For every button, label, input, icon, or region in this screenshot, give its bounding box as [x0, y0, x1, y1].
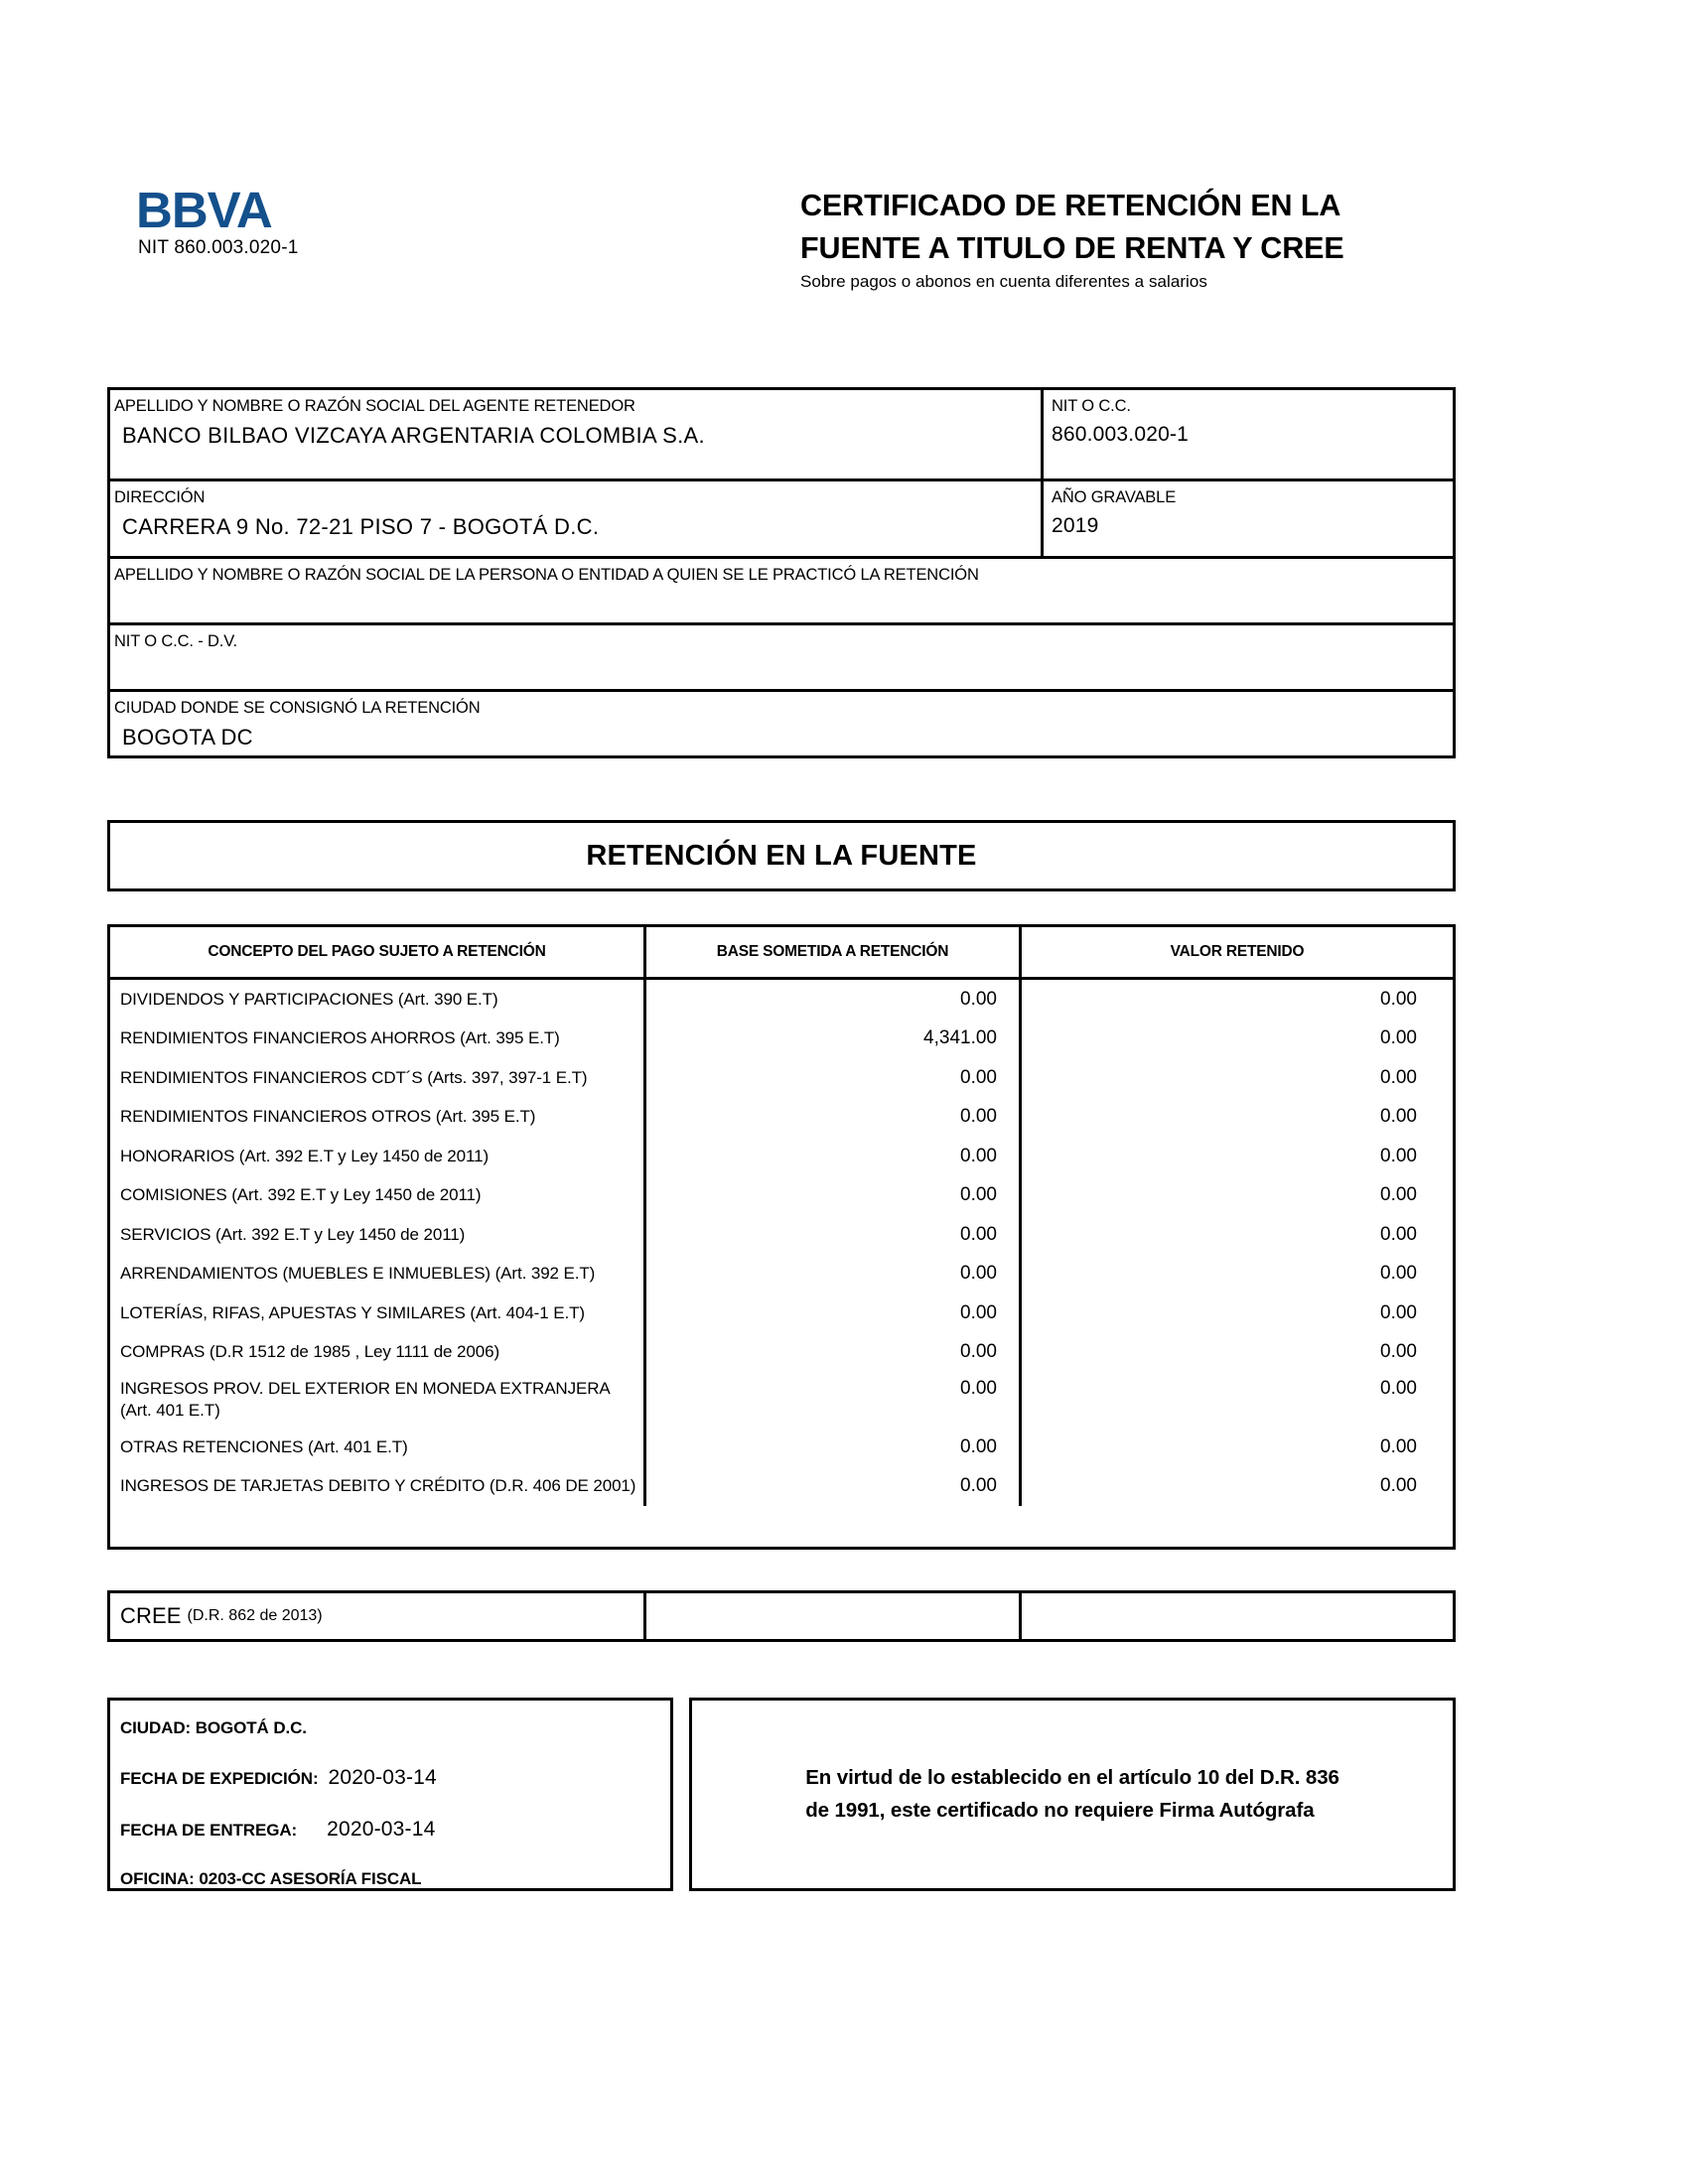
retention-table [107, 924, 1456, 1550]
footer-disclaimer-box [689, 1698, 1456, 1891]
cell-concept [110, 1176, 646, 1216]
info-cell-nit-dv [110, 625, 1453, 689]
city-label: CIUDAD DONDE SE CONSIGNÓ LA RETENCIÓN [114, 699, 481, 717]
section-banner-title: RETENCIÓN EN LA FUENTE [586, 839, 977, 872]
cell-concept [110, 980, 646, 1020]
cell-retained-amount: 0.00 [1380, 988, 1417, 1010]
cell-concept [110, 1215, 646, 1255]
agent-name-label: APELLIDO Y NOMBRE O RAZÓN SOCIAL DEL AGENTE RETENEDOR [114, 397, 635, 415]
table-body [110, 980, 1453, 1506]
footer-disclaimer-text [775, 1762, 1369, 1828]
document-header [0, 0, 1688, 328]
page-title-line-2: FUENTE A TITULO DE RENTA Y CREE [800, 231, 1344, 266]
concept-text: COMISIONES (Art. 392 E.T y Ley 1450 de 2011) [120, 1185, 482, 1205]
person-name-label: APELLIDO Y NOMBRE O RAZÓN SOCIAL DE LA PERSONA O ENTIDAD A QUIEN SE LE PRACTICÓ LA RETENCIÓN [114, 566, 979, 584]
table-row [110, 980, 1453, 1020]
disclaimer-line-2: de 1991, este certificado no requiere Firma Autógrafa [805, 1798, 1315, 1822]
concept-text: INGRESOS PROV. DEL EXTERIOR EN MONEDA EXTRANJERA (Art. 401 E.T) [120, 1378, 610, 1420]
cell-concept [110, 1255, 646, 1295]
cell-retained-amount: 0.00 [1380, 1435, 1417, 1457]
year-value: 2019 [1052, 513, 1099, 537]
info-cell-person [110, 559, 1453, 622]
concept-text: RENDIMIENTOS FINANCIEROS AHORROS (Art. 395 E.T) [120, 1028, 560, 1048]
footer-office-label: OFICINA: 0203-CC ASESORÍA FISCAL [120, 1869, 422, 1888]
table-row [110, 1333, 1453, 1373]
cell-retained-amount: 0.00 [1380, 1263, 1417, 1285]
info-row-nit-dv [110, 625, 1453, 692]
cree-reference: (D.R. 862 de 2013) [187, 1607, 323, 1624]
cell-retained-amount: 0.00 [1380, 1475, 1417, 1497]
table-row [110, 1176, 1453, 1216]
cell-base-amount: 0.00 [646, 1255, 1022, 1295]
cell-base-amount: 0.00 [646, 1294, 1022, 1333]
cell-retained-amount: 0.00 [1380, 1301, 1417, 1323]
cell-concept [110, 1333, 646, 1373]
cell-base-amount: 0.00 [646, 1137, 1022, 1176]
cree-label: CREE [120, 1603, 182, 1628]
concept-text: ARRENDAMIENTOS (MUEBLES E INMUEBLES) (Art. 392 E.T) [120, 1264, 596, 1284]
info-cell-address [110, 481, 1044, 556]
nit-value: 860.003.020-1 [1052, 422, 1190, 446]
cell-retained-amount: 0.00 [1380, 1145, 1417, 1166]
concept-text: DIVIDENDOS Y PARTICIPACIONES (Art. 390 E.T) [120, 989, 498, 1009]
table-row [110, 1137, 1453, 1176]
info-cell-nit [1044, 390, 1453, 478]
cell-retained-amount: 0.00 [1380, 1378, 1417, 1399]
cree-value-cell [1022, 1593, 1453, 1639]
cell-concept [110, 1137, 646, 1176]
cell-base-amount: 0.00 [646, 1176, 1022, 1216]
concept-text: RENDIMIENTOS FINANCIEROS OTROS (Art. 395 E.T) [120, 1107, 536, 1127]
footer-delivery-row [120, 1818, 670, 1842]
table-row [110, 1294, 1453, 1333]
cell-base-amount: 0.00 [646, 1467, 1022, 1507]
footer-issue-value: 2020-03-14 [328, 1766, 437, 1789]
info-cell-year [1044, 481, 1453, 556]
table-row [110, 1467, 1453, 1507]
cell-retained-amount: 0.00 [1380, 1223, 1417, 1245]
section-banner-retencion [107, 820, 1456, 891]
cree-concept-cell [110, 1593, 646, 1639]
cell-retained-amount: 0.00 [1380, 1184, 1417, 1206]
city-value: BOGOTA DC [122, 724, 253, 750]
cell-concept [110, 1372, 646, 1428]
cell-base-amount: 4,341.00 [646, 1020, 1022, 1059]
info-cell-agent-name [110, 390, 1044, 478]
column-header-concept: CONCEPTO DEL PAGO SUJETO A RETENCIÓN [110, 927, 646, 977]
concept-text: OTRAS RETENCIONES (Art. 401 E.T) [120, 1436, 408, 1456]
cell-concept [110, 1098, 646, 1138]
info-row-address [110, 481, 1453, 559]
footer-issuance-box [107, 1698, 673, 1891]
page-subtitle: Sobre pagos o abonos en cuenta diferentes a salarios [800, 271, 1207, 291]
footer-delivery-label: FECHA DE ENTREGA: [120, 1821, 298, 1840]
concept-text: RENDIMIENTOS FINANCIEROS CDT´S (Arts. 397, 397-1 E.T) [120, 1067, 588, 1087]
cell-concept [110, 1467, 646, 1507]
cell-concept [110, 1020, 646, 1059]
address-value: CARRERA 9 No. 72-21 PISO 7 - BOGOTÁ D.C. [122, 513, 600, 539]
table-row [110, 1058, 1453, 1098]
cell-base-amount: 0.00 [646, 1058, 1022, 1098]
table-row [110, 1020, 1453, 1059]
page-title-line-1: CERTIFICADO DE RETENCIÓN EN LA [800, 189, 1341, 222]
disclaimer-line-1: En virtud de lo establecido en el artículo 10 del D.R. 836 [805, 1765, 1339, 1789]
cell-retained-amount: 0.00 [1380, 1106, 1417, 1128]
concept-text: HONORARIOS (Art. 392 E.T y Ley 1450 de 2011) [120, 1146, 490, 1165]
cell-retained-amount: 0.00 [1380, 1066, 1417, 1088]
cell-base-amount: 0.00 [646, 1098, 1022, 1138]
cell-concept [110, 1294, 646, 1333]
cell-base-amount: 0.00 [646, 1333, 1022, 1373]
table-row [110, 1098, 1453, 1138]
bbva-logo [136, 182, 434, 259]
cell-base-amount: 0.00 [646, 1215, 1022, 1255]
logo-nit-text: NIT 860.003.020-1 [138, 237, 299, 258]
footer-issue-label: FECHA DE EXPEDICIÓN: [120, 1769, 319, 1788]
info-row-agent [110, 390, 1453, 481]
concept-text: COMPRAS (D.R 1512 de 1985 , Ley 1111 de 2006) [120, 1342, 500, 1362]
info-row-city [110, 692, 1453, 755]
address-label: DIRECCIÓN [114, 488, 206, 506]
bbva-wordmark-text: BBVA [136, 182, 272, 238]
nit-label: NIT O C.C. [1052, 397, 1131, 415]
column-header-base: BASE SOMETIDA A RETENCIÓN [646, 927, 1022, 977]
cree-base-cell [646, 1593, 1022, 1639]
year-label: AÑO GRAVABLE [1052, 488, 1177, 506]
retainer-info-box [107, 387, 1456, 758]
cell-concept [110, 1428, 646, 1467]
concept-text: LOTERÍAS, RIFAS, APUESTAS Y SIMILARES (Art. 404-1 E.T) [120, 1302, 585, 1322]
table-row [110, 1215, 1453, 1255]
cell-concept [110, 1058, 646, 1098]
info-row-person [110, 559, 1453, 625]
cell-base-amount: 0.00 [646, 1428, 1022, 1467]
footer-city-label: CIUDAD: BOGOTÁ D.C. [120, 1718, 307, 1737]
table-header-row [110, 927, 1453, 980]
cell-base-amount: 0.00 [646, 980, 1022, 1020]
cree-row-box [107, 1590, 1456, 1642]
footer-issue-row [120, 1766, 670, 1790]
column-header-value: VALOR RETENIDO [1170, 943, 1305, 960]
table-row [110, 1372, 1453, 1428]
concept-text: INGRESOS DE TARJETAS DEBITO Y CRÉDITO (D.R. 406 DE 2001) [120, 1476, 636, 1496]
cell-retained-amount: 0.00 [1380, 1027, 1417, 1049]
cell-retained-amount: 0.00 [1380, 1341, 1417, 1363]
nit-dv-label: NIT O C.C. - D.V. [114, 632, 237, 650]
footer-delivery-value: 2020-03-14 [327, 1818, 436, 1841]
cell-base-amount: 0.00 [646, 1372, 1022, 1428]
info-cell-city [110, 692, 1453, 755]
agent-name-value: BANCO BILBAO VIZCAYA ARGENTARIA COLOMBIA S.A. [122, 422, 705, 448]
document-title-block [800, 185, 1495, 292]
concept-text: SERVICIOS (Art. 392 E.T y Ley 1450 de 2011) [120, 1224, 466, 1244]
table-row [110, 1428, 1453, 1467]
table-row [110, 1255, 1453, 1295]
